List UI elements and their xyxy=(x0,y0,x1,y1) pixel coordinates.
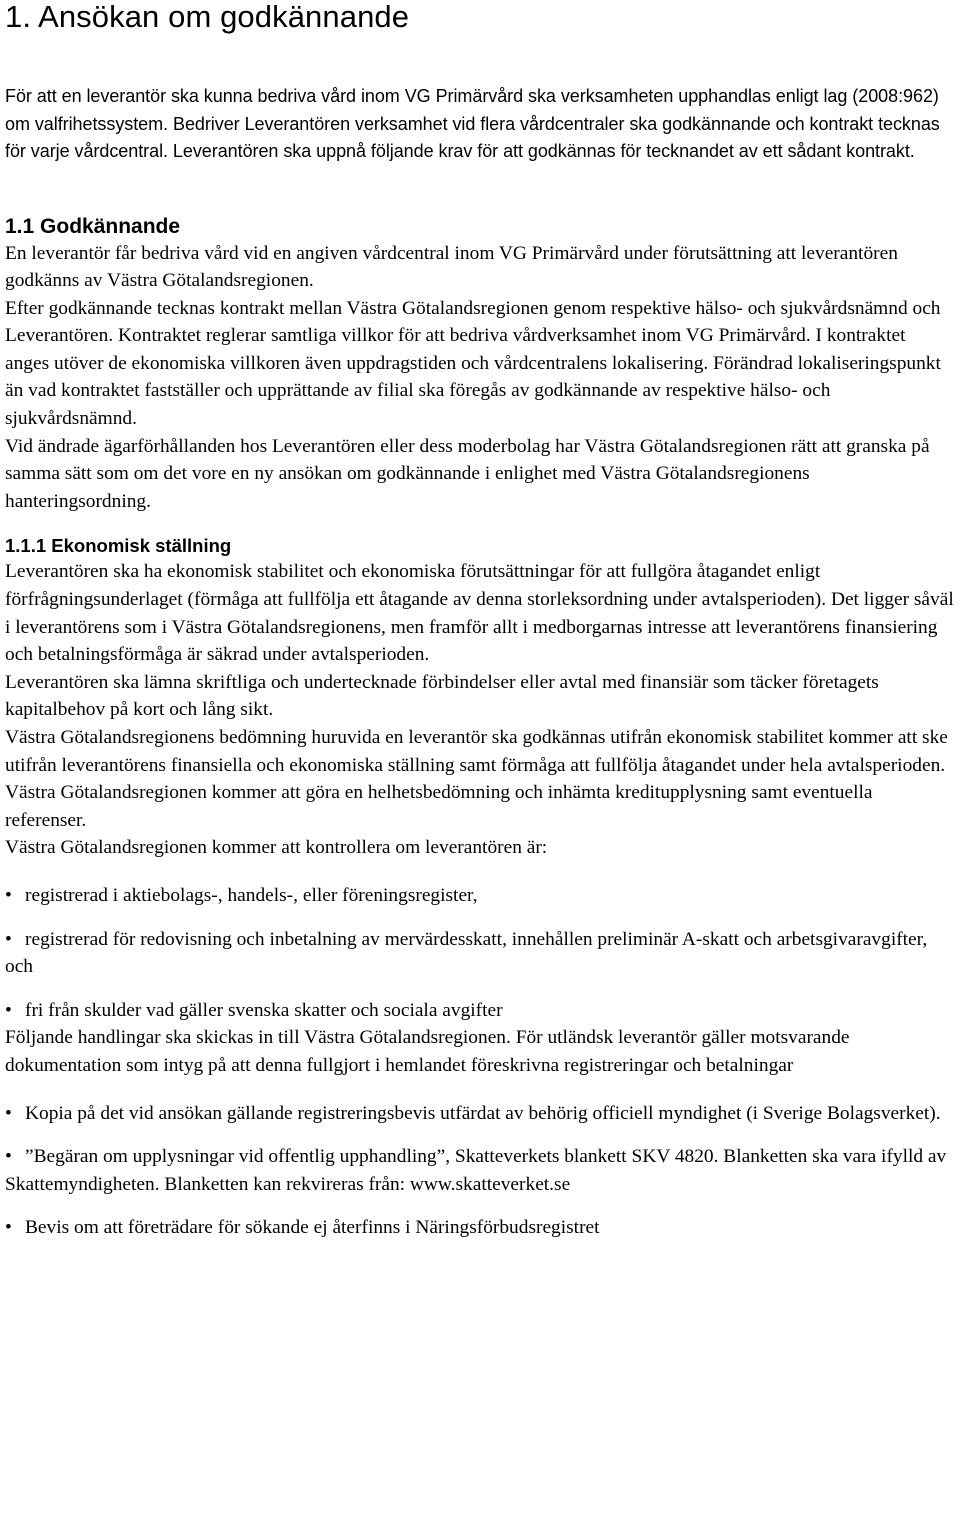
bullet-icon: • xyxy=(5,1102,12,1124)
paragraph: Vid ändrade ägarförhållanden hos Leverantören eller dess moderbolag har Västra Götalandsregionen rätt att granska på samma sätt som om det vore en ny ansökan om godkännande i enlighet med Västra Götalandsregionens hanteringsordning. xyxy=(5,435,930,512)
list-item-text: ”Begäran om upplysningar vid offentlig upphandling”, Skatteverkets blankett SKV 4820. Blanketten ska vara ifylld av Skattemyndigheten. Blanketten kan rekvireras från: www.skatteverket.se xyxy=(5,1146,947,1195)
paragraph: Västra Götalandsregionens bedömning huruvida en leverantör ska godkännas utifrån ekonomisk stabilitet kommer att ske utifrån leverantörens finansiella och ekonomiska ställning samt förmåga att fullfölja åtagandet under hela avtalsperioden. Västra Götalandsregionen kommer att göra en helhetsbedömning och inhämta kreditupplysning samt eventuella referenser. xyxy=(5,727,948,831)
list-item-text: Kopia på det vid ansökan gällande registreringsbevis utfärdat av behörig officiell myndighet (i Sverige Bolagsverket). xyxy=(25,1102,941,1124)
page-title: 1. Ansökan om godkännande xyxy=(5,0,410,34)
list-item-text: registrerad för redovisning och inbetalning av mervärdesskatt, innehållen preliminär A-skatt och arbetsgivaravgifter, och xyxy=(5,928,928,978)
section-heading-1-1-1: 1.1.1 Ekonomisk ställning xyxy=(5,535,232,557)
list-item-text: fri från skulder vad gäller svenska skatter och sociala avgifter xyxy=(25,999,503,1021)
paragraph: En leverantör får bedriva vård vid en angiven vårdcentral inom VG Primärvård under förutsättning att leverantören godkänns av Västra Götalandsregionen. xyxy=(5,242,898,292)
section-heading-1-1: 1.1 Godkännande xyxy=(5,214,181,238)
list-item xyxy=(5,1214,954,1242)
list-item xyxy=(5,926,954,981)
list-item xyxy=(5,1143,954,1198)
requirements-list xyxy=(5,882,954,1024)
bullet-icon: • xyxy=(5,1217,12,1239)
list-item-text: Bevis om att företrädare för sökande ej återfinns i Näringsförbudsregistret xyxy=(25,1217,600,1239)
intro-paragraph: För att en leverantör ska kunna bedriva vård inom VG Primärvård ska verksamheten upphandlas enligt lag (2008:962) om valfrihetssystem. Bedriver Leverantören verksamhet vid flera vårdcentraler ska godkännande och kontrakt tecknas för varje vårdcentral. Leverantören ska uppnå följande krav för att godkännas för tecknandet av ett sådant kontrakt. xyxy=(5,86,940,161)
bullet-icon: • xyxy=(5,928,12,950)
bullet-icon: • xyxy=(5,999,12,1021)
list-item xyxy=(5,997,954,1025)
list-item-text: registrerad i aktiebolags-, handels-, eller föreningsregister, xyxy=(25,884,478,906)
paragraph: Följande handlingar ska skickas in till Västra Götalandsregionen. För utländsk leverantör gäller motsvarande dokumentation som intyg på att denna fullgjort i hemlandet föreskrivna registreringar och betalningar xyxy=(5,1027,850,1076)
bullet-icon: • xyxy=(5,884,12,906)
list-item xyxy=(5,1100,954,1128)
bullet-icon: • xyxy=(5,1146,12,1168)
paragraph: Leverantören ska lämna skriftliga och undertecknade förbindelser eller avtal med finansiär som täcker företagets kapitalbehov på kort och lång sikt. xyxy=(5,671,879,721)
paragraph: Efter godkännande tecknas kontrakt mellan Västra Götalandsregionen genom respektive hälso- och sjukvårdsnämnd och Leverantören. Kontraktet reglerar samtliga villkor för att bedriva vårdverksamhet inom VG Primärvård. I kontraktet anges utöver de ekonomiska villkoren även uppdragstiden och vårdcentralens lokalisering. Förändrad lokaliseringspunkt än vad kontraktet fastställer och upprättande av filial ska föregås av godkännande av respektive hälso- och sjukvårdsnämnd. xyxy=(5,297,941,430)
paragraph: Leverantören ska ha ekonomisk stabilitet och ekonomiska förutsättningar för att fullgöra åtagandet enligt förfrågningsunderlaget (förmåga att fullfölja ett åtagande av denna storleksordning under avtalsperioden). Det ligger såväl i leverantörens som i Västra Götalandsregionens, men framför allt i medborgarnas intresse att leverantörens finansiering och betalningsförmåga är säkrad under avtalsperioden. xyxy=(5,561,954,666)
list-item xyxy=(5,882,954,910)
documents-list xyxy=(5,1100,954,1242)
paragraph: Västra Götalandsregionen kommer att kontrollera om leverantören är: xyxy=(5,837,548,859)
